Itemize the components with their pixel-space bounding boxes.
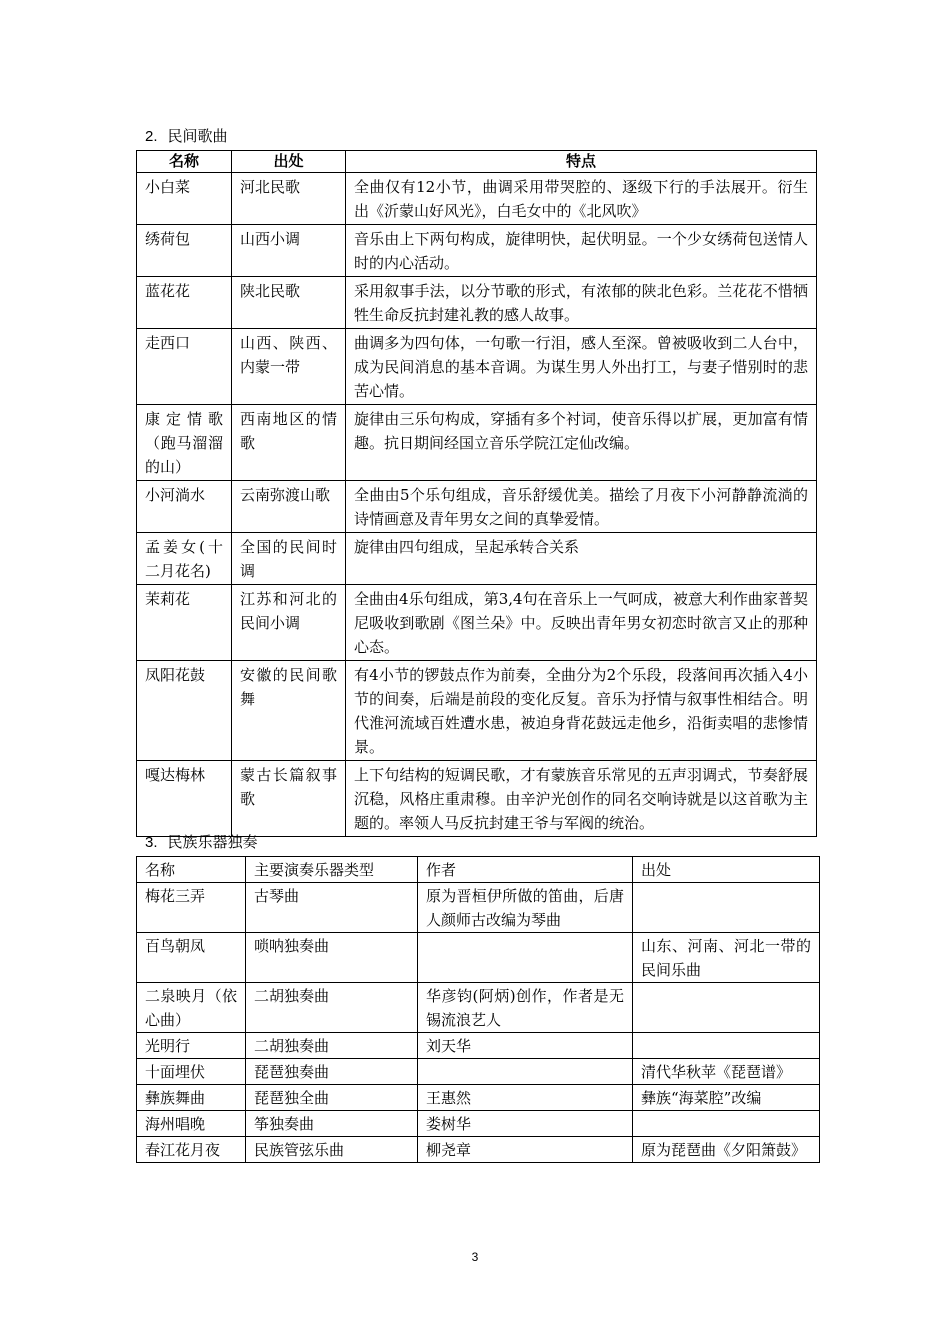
table-row: [137, 1085, 820, 1111]
cell-author: 娄树华: [418, 1111, 633, 1137]
cell-origin: 山西、陕西、内蒙一带: [232, 329, 346, 405]
cell-name: 十面埋伏: [137, 1059, 246, 1085]
cell-name: 春江花月夜: [137, 1137, 246, 1163]
table-row: [137, 329, 817, 405]
cell-feature: 有4小节的锣鼓点作为前奏，全曲分为2个乐段，段落间再次插入4小节的间奏，后端是前段的变化反复。音乐为抒情与叙事性相结合。明代淮河流域百姓遭水患，被迫身背花鼓远走他乡，沿街卖唱的悲惨情景。: [346, 661, 817, 761]
section-3-title: 民族乐器独奏: [167, 833, 258, 851]
cell-origin: 清代华秋苹《琵琶谱》: [633, 1059, 820, 1085]
cell-author: 刘天华: [418, 1033, 633, 1059]
cell-name: 光明行: [137, 1033, 246, 1059]
table-row: [137, 983, 820, 1033]
cell-origin: 陕北民歌: [232, 277, 346, 329]
header-origin: 出处: [232, 151, 346, 173]
cell-origin: 彝族“海菜腔”改编: [633, 1085, 820, 1111]
cell-feature: 全曲由5个乐句组成，音乐舒缓优美。描绘了月夜下小河静静流淌的诗情画意及青年男女之间的真挚爱情。: [346, 481, 817, 533]
table-row: [137, 405, 817, 481]
cell-name: 小河淌水: [137, 481, 232, 533]
cell-origin: 江苏和河北的民间小调: [232, 585, 346, 661]
cell-type: 二胡独奏曲: [246, 983, 418, 1033]
cell-author: [418, 933, 633, 983]
cell-name: 康定情歌（跑马溜溜的山）: [137, 405, 232, 481]
cell-feature: 全曲仅有12小节，曲调采用带哭腔的、逐级下行的手法展开。衍生出《沂蒙山好风光》，白毛女中的《北风吹》: [346, 173, 817, 225]
cell-origin: 安徽的民间歌舞: [232, 661, 346, 761]
cell-name: 走西口: [137, 329, 232, 405]
cell-origin: [633, 1111, 820, 1137]
instrument-solo-table: [136, 856, 820, 1163]
cell-origin: 原为琵琶曲《夕阳箫鼓》: [633, 1137, 820, 1163]
cell-type: 琵琶独全曲: [246, 1085, 418, 1111]
table-header-row: [137, 857, 820, 883]
table-row: [137, 1033, 820, 1059]
cell-type: 琵琶独奏曲: [246, 1059, 418, 1085]
cell-author: 华彦钧(阿炳)创作，作者是无锡流浪艺人: [418, 983, 633, 1033]
cell-origin: 蒙古长篇叙事歌: [232, 761, 346, 837]
cell-origin: 全国的民间时调: [232, 533, 346, 585]
cell-origin: 西南地区的情歌: [232, 405, 346, 481]
header-name: 名称: [137, 857, 246, 883]
table-row: [137, 1137, 820, 1163]
cell-feature: 上下句结构的短调民歌，才有蒙族音乐常见的五声羽调式，节奏舒展沉稳，风格庄重肃穆。由辛沪光创作的同名交响诗就是以这首歌为主题的。率领人马反抗封建王爷与军阀的统治。: [346, 761, 817, 837]
cell-name: 孟姜女(十二月花名): [137, 533, 232, 585]
cell-origin: 云南弥渡山歌: [232, 481, 346, 533]
cell-feature: 旋律由四句组成，呈起承转合关系: [346, 533, 817, 585]
table-row: [137, 883, 820, 933]
cell-author: 王惠然: [418, 1085, 633, 1111]
cell-type: 唢呐独奏曲: [246, 933, 418, 983]
cell-origin: 河北民歌: [232, 173, 346, 225]
header-author: 作者: [418, 857, 633, 883]
cell-origin: 山西小调: [232, 225, 346, 277]
table-row: [137, 933, 820, 983]
cell-origin: [633, 883, 820, 933]
cell-author: [418, 1059, 633, 1085]
cell-name: 凤阳花鼓: [137, 661, 232, 761]
cell-author: 原为晋桓伊所做的笛曲，后唐人颜师古改编为琴曲: [418, 883, 633, 933]
section-3-number: 3.: [145, 834, 158, 851]
section-3-heading: [145, 832, 258, 853]
table-row: [137, 585, 817, 661]
table-row: [137, 1111, 820, 1137]
cell-feature: 全曲由4乐句组成，第3,4句在音乐上一气呵成，被意大利作曲家普契尼吸收到歌剧《图兰朵》中。反映出青年男女初恋时欲言又止的那种心态。: [346, 585, 817, 661]
cell-feature: 采用叙事手法，以分节歌的形式，有浓郁的陕北色彩。兰花花不惜牺牲生命反抗封建礼教的感人故事。: [346, 277, 817, 329]
table-row: [137, 533, 817, 585]
cell-name: 小白菜: [137, 173, 232, 225]
header-instrument-type: 主要演奏乐器类型: [246, 857, 418, 883]
section-2-title: 民间歌曲: [167, 127, 228, 145]
cell-name: 彝族舞曲: [137, 1085, 246, 1111]
header-origin: 出处: [633, 857, 820, 883]
cell-name: 梅花三弄: [137, 883, 246, 933]
cell-origin: [633, 983, 820, 1033]
cell-name: 海州唱晚: [137, 1111, 246, 1137]
cell-name: 蓝花花: [137, 277, 232, 329]
section-2-heading: [145, 126, 228, 147]
table-row: [137, 225, 817, 277]
table-row: [137, 277, 817, 329]
header-name: 名称: [137, 151, 232, 173]
folk-songs-table: [136, 150, 817, 837]
cell-author: 柳尧章: [418, 1137, 633, 1163]
cell-origin: 山东、河南、河北一带的民间乐曲: [633, 933, 820, 983]
cell-name: 茉莉花: [137, 585, 232, 661]
cell-name: 绣荷包: [137, 225, 232, 277]
cell-type: 筝独奏曲: [246, 1111, 418, 1137]
table-row: [137, 761, 817, 837]
cell-name: 百鸟朝凤: [137, 933, 246, 983]
cell-type: 古琴曲: [246, 883, 418, 933]
header-feature: 特点: [346, 151, 817, 173]
table-row: [137, 481, 817, 533]
cell-type: 民族管弦乐曲: [246, 1137, 418, 1163]
cell-feature: 音乐由上下两句构成，旋律明快，起伏明显。一个少女绣荷包送情人时的内心活动。: [346, 225, 817, 277]
table-row: [137, 661, 817, 761]
table-header-row: [137, 151, 817, 173]
table-row: [137, 1059, 820, 1085]
cell-origin: [633, 1033, 820, 1059]
page-number: 3: [471, 1250, 479, 1264]
table-row: [137, 173, 817, 225]
cell-type: 二胡独奏曲: [246, 1033, 418, 1059]
section-2-number: 2.: [145, 128, 158, 145]
cell-feature: 曲调多为四句体，一句歌一行泪，感人至深。曾被吸收到二人台中，成为民间消息的基本音调。为谋生男人外出打工，与妻子惜别时的悲苦心情。: [346, 329, 817, 405]
cell-name: 二泉映月（依心曲）: [137, 983, 246, 1033]
cell-feature: 旋律由三乐句构成，穿插有多个衬词，使音乐得以扩展，更加富有情趣。抗日期间经国立音乐学院江定仙改编。: [346, 405, 817, 481]
cell-name: 嘎达梅林: [137, 761, 232, 837]
